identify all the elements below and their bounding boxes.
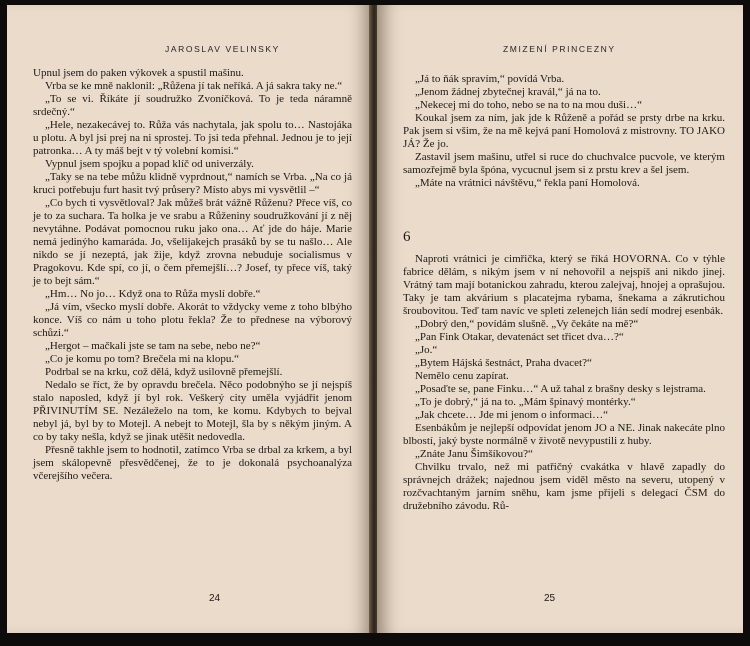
page-number: 25 — [544, 593, 556, 604]
paragraph: Nedalo se říct, že by opravdu brečela. Něco podobnýho se jí nejspíš stalo naposled, když jí byl rok. Veškerý city uměla vyjádřit jenom PŘIVINUTÍM SE. Nezáleželo na tom, ke komu. Kdybych to bejval nebyl já, byl by to Motejl. A nebejt to Motejl, šla by s někým jiným. A co by taky nešla, když se jinak utěšit nedovedla. — [33, 379, 352, 443]
paragraph: „Nekecej mi do toho, nebo se na to na mou duši…“ — [415, 99, 642, 111]
paragraph: „Pan Fink Otakar, devatenáct set třicet dva…?“ — [415, 331, 624, 343]
paragraph: „Dobrý den,“ povídám slušně. „Vy čekáte na mě?“ — [415, 318, 639, 330]
paragraph: „Já to ňák spravím,“ povídá Vrba. — [415, 73, 565, 85]
paragraph: Zastavil jsem mašinu, utřel si ruce do chuchvalce pucvole, ve kterým samozřejmě byla špóna, vycucnul jsem si z prstu krev a šel jsem. — [403, 151, 725, 176]
running-header-author: JAROSLAV VELINSKY — [165, 44, 280, 54]
paragraph: Esenbákům je nejlepší odpovídat jenom JO a NE. Jinak nakecáte plno blbostí, jaký byste normálně v životě nevypustili z huby. — [403, 422, 725, 447]
paragraph: „Hele, nezakecávej to. Růža vás nachytala, jak spolu to… Nastojáka u plotu. A byl jsi prej na ni sprostej. To jsi teda přehnal. Jednou je to její patronka… A ty máš bejt v tý volební komisi.“ — [33, 119, 352, 157]
right-page — [377, 5, 743, 633]
paragraph: „To je dobrý,“ já na to. „Mám špinavý montérky.“ — [415, 396, 636, 408]
paragraph: Vypnul jsem spojku a popad klíč od univerzály. — [45, 158, 254, 170]
paragraph: „Bytem Hájská šestnáct, Praha dvacet?“ — [415, 357, 592, 369]
paragraph: „Taky se na tebe můžu klidně vyprdnout,“ namích se Vrba. „Na co já kruci potřebuju furt hasit tvý průsery? Místo abys mi vysvětlil –“ — [33, 171, 352, 196]
left-page — [7, 5, 372, 633]
paragraph: „Jo.“ — [415, 344, 438, 356]
paragraph: Vrba se ke mně naklonil: „Růžena jí tak neříká. A já sakra taky ne.“ — [45, 80, 343, 92]
paragraph: Koukal jsem za ním, jak jde k Růženě a pořád se prsty drbe na krku. Pak jsem si všim, že na mě kejvá paní Homolová z mistrovny. TO JAKO JÁ? Že jo. — [403, 112, 725, 150]
running-header-title: ZMIZENÍ PRINCEZNY — [503, 44, 616, 54]
paragraph: „Já vím, všecko myslí dobře. Akorát to vždycky veme z toho blbýho konce. Víš co nám u toho plotu řekla? Že to přednese na výborový schůzi.“ — [33, 301, 352, 339]
paragraph: „Co bych ti vysvětloval? Jak můžeš brát vážně Růženu? Přece víš, co je to za suchara. Ta holka je ve srabu a Růženiny soudružkování jí z něj nevytáhne. Podávat pomocnou ruku jako ona… Ať jde do háje. Marie nemá jedinýho kamaráda. Jo, všelijakejch prasáků by se tu našlo… Ale nikdo se jí nezeptá, jak žije, když zrovna nebuduje socialismus v Pragokovu. Kde spí, co jí, o čem přemejšlí…? Josef, ty přece víš, taký je to bejt sám.“ — [33, 197, 352, 287]
right-page-text-top — [403, 73, 725, 190]
page-number: 24 — [209, 593, 221, 604]
paragraph: Chvilku trvalo, než mi patřičný cvakátka v hlavě zapadly do správnejch drážek; najednou jsem viděl město na severu, utopený v rozčvachtaným jarním sněhu, kam jsme přijeli s delegací ČSM do družebního závodu. Rů- — [403, 461, 725, 512]
paragraph: „Znáte Janu Šimšíkovou?“ — [415, 448, 533, 460]
open-book — [7, 5, 743, 635]
paragraph: „Máte na vrátnici návštěvu,“ řekla paní Homolová. — [415, 177, 640, 189]
left-page-text — [33, 67, 352, 483]
right-page-text-bottom — [403, 253, 725, 513]
paragraph: Naproti vrátnici je cimřička, který se říká HOVORNA. Co v týhle fabrice dělám, s nikým jsem v ní nehovořil a nejspíš ani nikdo jinej. Vrátný tam mají botanickou zahradu, kterou zalejvaj, hnojej a oprašujou. Taky je tam akvárium s placatejma rybama, šnekama a zákrutichou šroubovitou. Teď tam navíc ve spleti zelenejch lián sedí modrej esenbák. — [403, 253, 725, 317]
paragraph: Nemělo cenu zapírat. — [415, 370, 509, 382]
paragraph: „Posaďte se, pane Finku…“ A už tahal z brašny desky s lejstrama. — [415, 383, 706, 395]
paragraph: Upnul jsem do paken výkovek a spustil mašinu. — [33, 67, 244, 79]
paragraph: „Hergot – mačkali jste se tam na sebe, nebo ne?“ — [45, 340, 261, 352]
paragraph: Podrbal se na krku, což dělá, když usilovně přemejšlí. — [45, 366, 283, 378]
paragraph: „Jenom žádnej zbytečnej kravál,“ já na to. — [415, 86, 601, 98]
paragraph: „Jak chcete… Jde mi jenom o informaci…“ — [415, 409, 609, 421]
paragraph: „Hm… No jo… Když ona to Růža myslí dobře.“ — [45, 288, 261, 300]
paragraph: „Co je komu po tom? Brečela mi na klopu.“ — [45, 353, 239, 365]
paragraph: Přesně takhle jsem to hodnotil, zatímco Vrba se drbal za krkem, a byl jsem skálopevně přesvědčenej, že to je dokonalá psychoanalýza včerejšího večera. — [33, 444, 352, 482]
chapter-number: 6 — [403, 229, 411, 245]
paragraph: „To se vi. Říkáte jí soudružko Zvoníčková. To je teda náramně srdečný.“ — [33, 93, 352, 118]
